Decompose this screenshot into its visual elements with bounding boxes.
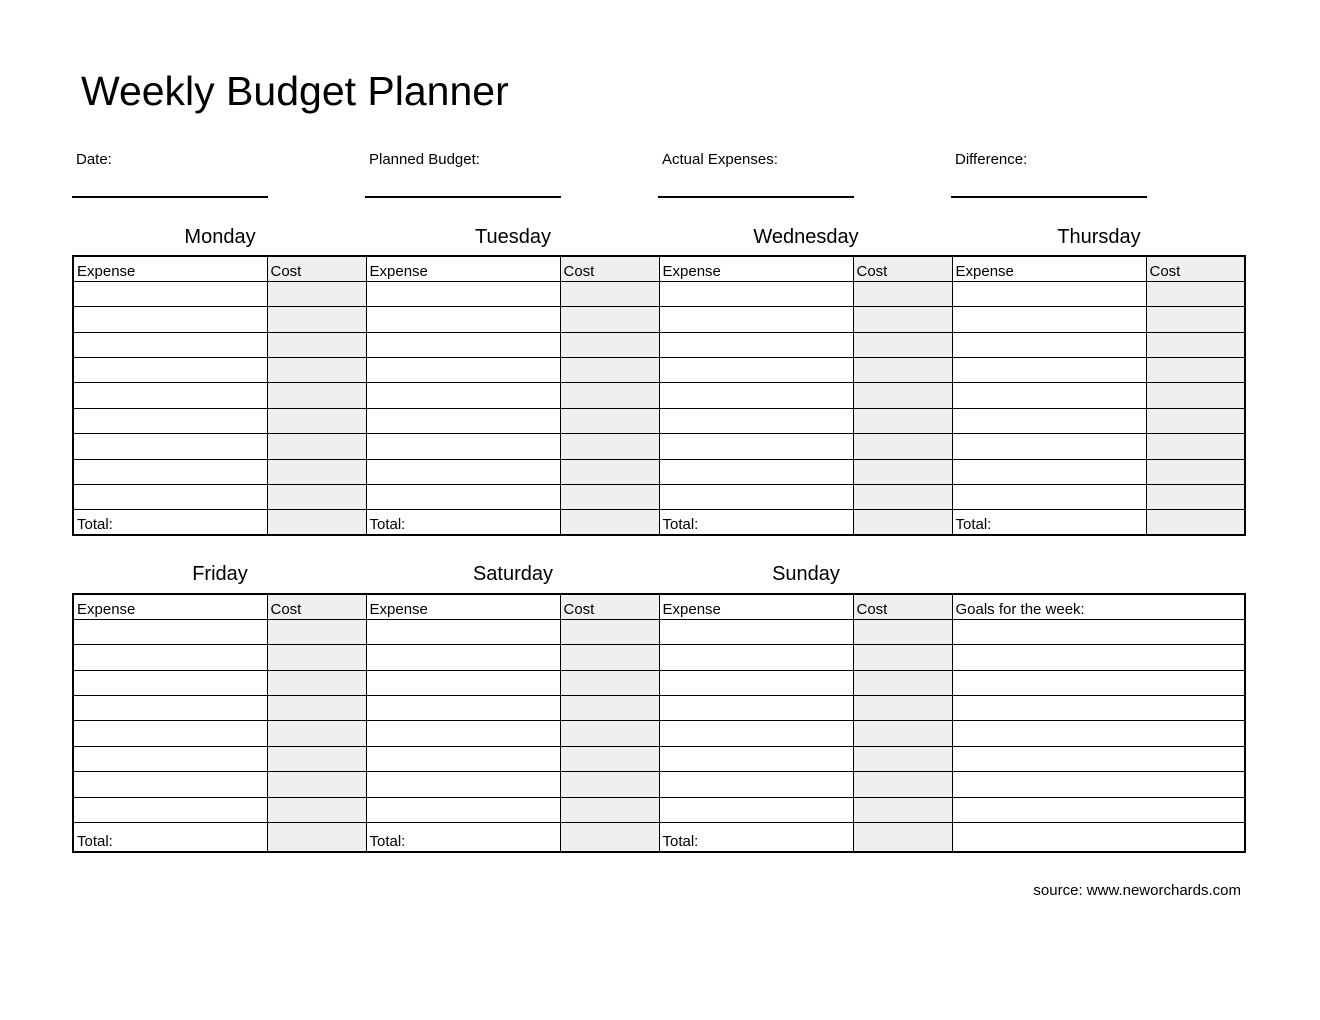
wednesday-expense-cell[interactable] — [659, 332, 853, 357]
wednesday-expense-header: Expense — [659, 256, 853, 281]
thursday-cost-cell[interactable] — [1146, 281, 1245, 306]
friday-expense-cell[interactable] — [73, 619, 267, 644]
tuesday-cost-cell[interactable] — [560, 485, 659, 510]
tuesday-cost-cell[interactable] — [560, 434, 659, 459]
monday-expense-cell[interactable] — [73, 434, 267, 459]
friday-cost-cell[interactable] — [267, 797, 366, 822]
page-title: Weekly Budget Planner — [81, 68, 509, 114]
tuesday-cost-cell[interactable] — [560, 307, 659, 332]
tuesday-expense-cell[interactable] — [366, 332, 560, 357]
saturday-cost-cell[interactable] — [560, 797, 659, 822]
wednesday-expense-cell[interactable] — [659, 459, 853, 484]
saturday-expense-cell[interactable] — [366, 772, 560, 797]
tuesday-cost-cell[interactable] — [560, 408, 659, 433]
tuesday-expense-cell[interactable] — [366, 383, 560, 408]
wednesday-expense-cell[interactable] — [659, 307, 853, 332]
sunday-cost-header: Cost — [853, 594, 952, 619]
friday-cost-cell[interactable] — [267, 619, 366, 644]
wednesday-total-label: Total: — [659, 510, 853, 535]
tuesday-cost-cell[interactable] — [560, 332, 659, 357]
sunday-cost-cell[interactable] — [853, 721, 952, 746]
sunday-cost-cell[interactable] — [853, 772, 952, 797]
tuesday-expense-cell[interactable] — [366, 408, 560, 433]
wednesday-cost-cell[interactable] — [853, 332, 952, 357]
wednesday-expense-cell[interactable] — [659, 485, 853, 510]
tuesday-expense-cell[interactable] — [366, 485, 560, 510]
table-row — [73, 358, 1245, 383]
monday-cost-cell[interactable] — [267, 332, 366, 357]
saturday-cost-cell[interactable] — [560, 645, 659, 670]
sunday-expense-header: Expense — [659, 594, 853, 619]
tuesday-expense-header: Expense — [366, 256, 560, 281]
date-line — [72, 196, 268, 198]
monday-expense-cell[interactable] — [73, 358, 267, 383]
thursday-expense-cell[interactable] — [952, 434, 1146, 459]
thursday-expense-cell[interactable] — [952, 383, 1146, 408]
goal-line[interactable] — [952, 670, 1245, 695]
goals-header: Goals for the week: — [952, 594, 1245, 619]
thursday-expense-header: Expense — [952, 256, 1146, 281]
monday-cost-cell[interactable] — [267, 408, 366, 433]
tuesday-expense-cell[interactable] — [366, 307, 560, 332]
table-row — [73, 746, 1245, 771]
tuesday-cost-cell[interactable] — [560, 281, 659, 306]
goal-line[interactable] — [952, 772, 1245, 797]
actual-expenses-line — [658, 196, 854, 198]
monday-cost-cell[interactable] — [267, 459, 366, 484]
saturday-cost-cell[interactable] — [560, 670, 659, 695]
saturday-expense-cell[interactable] — [366, 670, 560, 695]
saturday-expense-cell[interactable] — [366, 619, 560, 644]
wednesday-total-cost-cell[interactable] — [853, 510, 952, 535]
sunday-cost-cell[interactable] — [853, 645, 952, 670]
sunday-expense-cell[interactable] — [659, 772, 853, 797]
wednesday-cost-cell[interactable] — [853, 408, 952, 433]
monday-expense-cell[interactable] — [73, 485, 267, 510]
planned-budget-label: Planned Budget: — [369, 151, 480, 168]
thursday-cost-cell[interactable] — [1146, 434, 1245, 459]
wednesday-cost-cell[interactable] — [853, 358, 952, 383]
monday-expense-cell[interactable] — [73, 383, 267, 408]
friday-cost-cell[interactable] — [267, 696, 366, 721]
sunday-total-label: Total: — [659, 823, 853, 852]
wednesday-cost-cell[interactable] — [853, 434, 952, 459]
thursday-cost-cell[interactable] — [1146, 459, 1245, 484]
day-heading-tuesday: Tuesday — [475, 226, 551, 248]
planned-budget-field[interactable] — [365, 150, 561, 200]
sunday-cost-cell[interactable] — [853, 670, 952, 695]
tuesday-expense-cell[interactable] — [366, 459, 560, 484]
actual-expenses-field[interactable] — [658, 150, 854, 200]
thursday-expense-cell[interactable] — [952, 358, 1146, 383]
thursday-expense-cell[interactable] — [952, 408, 1146, 433]
table-row — [73, 434, 1245, 459]
table-row — [73, 696, 1245, 721]
goal-line[interactable] — [952, 746, 1245, 771]
date-label: Date: — [76, 151, 112, 168]
tuesday-cost-cell[interactable] — [560, 459, 659, 484]
table-row — [73, 383, 1245, 408]
table-header-row — [73, 594, 1245, 619]
saturday-cost-header: Cost — [560, 594, 659, 619]
saturday-expense-cell[interactable] — [366, 797, 560, 822]
sunday-cost-cell[interactable] — [853, 619, 952, 644]
tuesday-cost-cell[interactable] — [560, 358, 659, 383]
top-week-table — [72, 255, 1246, 536]
table-row — [73, 645, 1245, 670]
saturday-cost-cell[interactable] — [560, 746, 659, 771]
thursday-cost-cell[interactable] — [1146, 332, 1245, 357]
monday-cost-cell[interactable] — [267, 358, 366, 383]
thursday-cost-cell[interactable] — [1146, 383, 1245, 408]
friday-expense-cell[interactable] — [73, 721, 267, 746]
total-row — [73, 823, 1245, 852]
wednesday-expense-cell[interactable] — [659, 383, 853, 408]
thursday-cost-cell[interactable] — [1146, 307, 1245, 332]
table-row — [73, 459, 1245, 484]
thursday-expense-cell[interactable] — [952, 485, 1146, 510]
tuesday-cost-cell[interactable] — [560, 383, 659, 408]
friday-cost-cell[interactable] — [267, 746, 366, 771]
sunday-expense-cell[interactable] — [659, 696, 853, 721]
table-row — [73, 772, 1245, 797]
table-row — [73, 307, 1245, 332]
thursday-cost-header: Cost — [1146, 256, 1245, 281]
day-heading-wednesday: Wednesday — [753, 226, 859, 248]
wednesday-expense-cell[interactable] — [659, 358, 853, 383]
saturday-expense-cell[interactable] — [366, 746, 560, 771]
total-row — [73, 510, 1245, 535]
monday-expense-cell[interactable] — [73, 332, 267, 357]
table-row — [73, 332, 1245, 357]
day-heading-friday: Friday — [192, 563, 248, 585]
friday-expense-cell[interactable] — [73, 670, 267, 695]
friday-expense-header: Expense — [73, 594, 267, 619]
source-credit: source: www.neworchards.com — [1033, 882, 1241, 899]
monday-total-label: Total: — [73, 510, 267, 535]
saturday-cost-cell[interactable] — [560, 619, 659, 644]
table-row — [73, 797, 1245, 822]
difference-label: Difference: — [955, 151, 1028, 168]
friday-cost-cell[interactable] — [267, 645, 366, 670]
friday-expense-cell[interactable] — [73, 797, 267, 822]
table-header-row — [73, 256, 1245, 281]
monday-expense-cell[interactable] — [73, 281, 267, 306]
saturday-total-cost-cell[interactable] — [560, 823, 659, 852]
goal-line[interactable] — [952, 645, 1245, 670]
friday-cost-header: Cost — [267, 594, 366, 619]
thursday-cost-cell[interactable] — [1146, 408, 1245, 433]
sunday-cost-cell[interactable] — [853, 696, 952, 721]
friday-expense-cell[interactable] — [73, 696, 267, 721]
day-heading-thursday: Thursday — [1057, 226, 1141, 248]
wednesday-cost-cell[interactable] — [853, 383, 952, 408]
goal-line[interactable] — [952, 823, 1245, 852]
monday-expense-cell[interactable] — [73, 408, 267, 433]
monday-cost-cell[interactable] — [267, 383, 366, 408]
sunday-expense-cell[interactable] — [659, 645, 853, 670]
wednesday-cost-cell[interactable] — [853, 459, 952, 484]
friday-total-cost-cell[interactable] — [267, 823, 366, 852]
sunday-expense-cell[interactable] — [659, 746, 853, 771]
thursday-total-cost-cell[interactable] — [1146, 510, 1245, 535]
friday-cost-cell[interactable] — [267, 772, 366, 797]
thursday-total-label: Total: — [952, 510, 1146, 535]
bottom-week-table — [72, 593, 1246, 853]
friday-cost-cell[interactable] — [267, 721, 366, 746]
tuesday-expense-cell[interactable] — [366, 358, 560, 383]
thursday-expense-cell[interactable] — [952, 281, 1146, 306]
table-row — [73, 281, 1245, 306]
saturday-cost-cell[interactable] — [560, 721, 659, 746]
tuesday-expense-cell[interactable] — [366, 434, 560, 459]
saturday-expense-cell[interactable] — [366, 645, 560, 670]
difference-field[interactable] — [951, 150, 1147, 200]
monday-total-cost-cell[interactable] — [267, 510, 366, 535]
table-row — [73, 485, 1245, 510]
wednesday-expense-cell[interactable] — [659, 408, 853, 433]
tuesday-total-cost-cell[interactable] — [560, 510, 659, 535]
goal-line[interactable] — [952, 797, 1245, 822]
thursday-cost-cell[interactable] — [1146, 485, 1245, 510]
table-row — [73, 408, 1245, 433]
monday-cost-cell[interactable] — [267, 281, 366, 306]
saturday-cost-cell[interactable] — [560, 696, 659, 721]
friday-expense-cell[interactable] — [73, 772, 267, 797]
monday-expense-cell[interactable] — [73, 459, 267, 484]
goal-line[interactable] — [952, 721, 1245, 746]
sunday-total-cost-cell[interactable] — [853, 823, 952, 852]
goal-line[interactable] — [952, 619, 1245, 644]
monday-expense-cell[interactable] — [73, 307, 267, 332]
wednesday-cost-cell[interactable] — [853, 307, 952, 332]
monday-expense-header: Expense — [73, 256, 267, 281]
sunday-expense-cell[interactable] — [659, 797, 853, 822]
thursday-cost-cell[interactable] — [1146, 358, 1245, 383]
table-row — [73, 619, 1245, 644]
saturday-expense-cell[interactable] — [366, 721, 560, 746]
date-field[interactable] — [72, 150, 268, 200]
monday-cost-cell[interactable] — [267, 485, 366, 510]
wednesday-cost-header: Cost — [853, 256, 952, 281]
goal-line[interactable] — [952, 696, 1245, 721]
tuesday-cost-header: Cost — [560, 256, 659, 281]
friday-expense-cell[interactable] — [73, 746, 267, 771]
saturday-cost-cell[interactable] — [560, 772, 659, 797]
saturday-total-label: Total: — [366, 823, 560, 852]
difference-line — [951, 196, 1147, 198]
sunday-cost-cell[interactable] — [853, 797, 952, 822]
friday-expense-cell[interactable] — [73, 645, 267, 670]
table-row — [73, 721, 1245, 746]
tuesday-expense-cell[interactable] — [366, 281, 560, 306]
sunday-expense-cell[interactable] — [659, 721, 853, 746]
thursday-expense-cell[interactable] — [952, 459, 1146, 484]
sunday-expense-cell[interactable] — [659, 670, 853, 695]
day-heading-saturday: Saturday — [472, 563, 554, 585]
sunday-cost-cell[interactable] — [853, 746, 952, 771]
day-heading-monday: Monday — [184, 226, 256, 248]
thursday-expense-cell[interactable] — [952, 332, 1146, 357]
monday-cost-header: Cost — [267, 256, 366, 281]
actual-expenses-label: Actual Expenses: — [662, 151, 778, 168]
saturday-expense-cell[interactable] — [366, 696, 560, 721]
monday-cost-cell[interactable] — [267, 307, 366, 332]
saturday-expense-header: Expense — [366, 594, 560, 619]
friday-total-label: Total: — [73, 823, 267, 852]
thursday-expense-cell[interactable] — [952, 307, 1146, 332]
day-heading-sunday: Sunday — [772, 563, 840, 585]
friday-cost-cell[interactable] — [267, 670, 366, 695]
wednesday-cost-cell[interactable] — [853, 485, 952, 510]
table-row — [73, 670, 1245, 695]
wednesday-cost-cell[interactable] — [853, 281, 952, 306]
tuesday-total-label: Total: — [366, 510, 560, 535]
wednesday-expense-cell[interactable] — [659, 434, 853, 459]
wednesday-expense-cell[interactable] — [659, 281, 853, 306]
monday-cost-cell[interactable] — [267, 434, 366, 459]
planned-budget-line — [365, 196, 561, 198]
sunday-expense-cell[interactable] — [659, 619, 853, 644]
